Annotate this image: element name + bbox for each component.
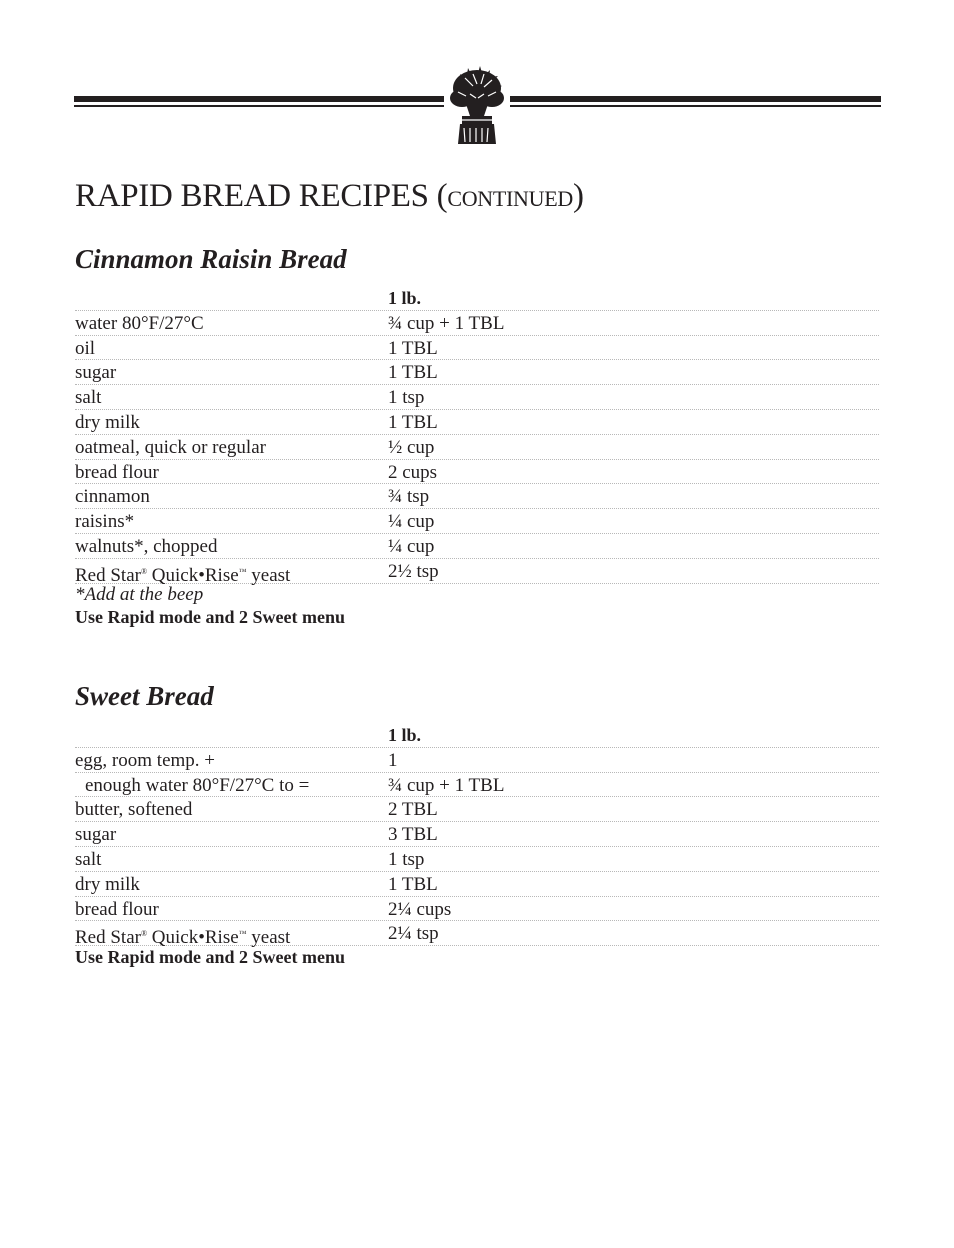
ingredient-row	[75, 748, 879, 773]
page-title-continued: CONTINUED	[447, 186, 573, 211]
ingredient-amount: ¾ cup + 1 TBL	[388, 774, 505, 796]
ingredient-row	[75, 797, 879, 822]
trademark-mark: ™	[238, 929, 247, 939]
ingredient-amount: 2¼ cups	[388, 898, 452, 920]
ingredient-row	[75, 360, 879, 385]
recipe-title: Sweet Bread	[75, 681, 214, 711]
ingredient-amount: 2 TBL	[388, 799, 438, 821]
ingredient-amount: 2½ tsp	[388, 560, 439, 582]
ingredient-row	[75, 336, 879, 361]
ingredient-row	[75, 484, 879, 509]
ingredient-amount: 3 TBL	[388, 824, 438, 846]
ingredient-name: sugar	[75, 824, 117, 846]
ingredient-row	[75, 872, 879, 897]
ingredient-name: raisins*	[75, 511, 135, 533]
recipe-note: *Add at the beep	[75, 583, 204, 605]
ingredient-amount: 1 TBL	[388, 362, 438, 384]
ingredient-name: sugar	[75, 362, 117, 384]
ingredient-row	[75, 847, 879, 872]
ingredient-amount: 2¼ tsp	[388, 923, 439, 945]
recipe-sweet-bread	[75, 680, 879, 968]
header-rule-right	[510, 96, 881, 108]
size-header: 1 lb.	[75, 723, 879, 748]
yeast-product: Quick•Rise	[147, 564, 239, 586]
page-title-main: RAPID BREAD RECIPES (	[75, 178, 448, 214]
ingredient-name: walnuts*, chopped	[75, 535, 218, 557]
yeast-product: Quick•Rise	[147, 927, 239, 949]
wheat-sheaf-icon	[440, 64, 514, 146]
ingredient-name: salt	[75, 848, 102, 870]
ingredient-amount: 1 TBL	[388, 873, 438, 895]
ingredient-name	[75, 921, 388, 949]
size-header: 1 lb.	[75, 286, 879, 311]
ingredient-name: salt	[75, 387, 102, 409]
ingredient-name: water 80°F/27°C	[75, 312, 204, 334]
ingredient-name: oil	[75, 337, 96, 359]
ingredient-row	[75, 311, 879, 336]
yeast-word: yeast	[246, 927, 291, 949]
ingredient-amount: ½ cup	[388, 436, 435, 458]
recipe-instruction: Use Rapid mode and 2 Sweet menu	[75, 947, 346, 968]
ingredient-row	[75, 534, 879, 559]
ingredient-amount: ¾ tsp	[388, 486, 430, 508]
ingredient-row	[75, 773, 879, 798]
yeast-word: yeast	[246, 564, 291, 586]
ingredient-amount: 1 TBL	[388, 411, 438, 433]
ingredient-amount: 1 tsp	[388, 848, 425, 870]
ingredient-name: dry milk	[75, 411, 140, 433]
ingredient-amount: 1 tsp	[388, 387, 425, 409]
header-rule-left	[74, 96, 444, 108]
registered-mark: ®	[140, 929, 148, 939]
ingredient-row	[75, 435, 879, 460]
ingredient-row	[75, 897, 879, 922]
ingredient-row	[75, 822, 879, 847]
ingredient-row-yeast	[75, 921, 879, 949]
ingredient-amount: 2 cups	[388, 461, 438, 483]
ingredient-name	[75, 559, 388, 586]
ingredient-name: butter, softened	[75, 799, 193, 821]
ingredient-name: enough water 80°F/27°C to =	[85, 774, 310, 796]
ingredient-row	[75, 509, 879, 534]
trademark-mark: ™	[238, 566, 247, 576]
registered-mark: ®	[140, 566, 148, 576]
ingredient-amount: ¼ cup	[388, 511, 435, 533]
page-title	[75, 178, 584, 215]
ingredient-name: cinnamon	[75, 486, 150, 508]
yeast-brand: Red Star	[75, 927, 141, 949]
ingredient-row	[75, 410, 879, 435]
recipe-instruction: Use Rapid mode and 2 Sweet menu	[75, 606, 346, 627]
ingredient-name: dry milk	[75, 873, 140, 895]
ingredient-amount: ¾ cup + 1 TBL	[388, 312, 505, 334]
ingredient-row-yeast	[75, 559, 879, 584]
ingredient-amount: 1 TBL	[388, 337, 438, 359]
ingredient-amount: ¼ cup	[388, 535, 435, 557]
ingredient-row	[75, 385, 879, 410]
ingredient-row	[75, 460, 879, 485]
recipe-title: Cinnamon Raisin Bread	[75, 244, 347, 274]
recipe-cinnamon-raisin-bread	[75, 243, 879, 628]
ingredient-name: bread flour	[75, 898, 159, 920]
page-title-close: )	[572, 178, 584, 214]
ingredient-amount: 1	[388, 749, 398, 771]
ingredient-name: bread flour	[75, 461, 159, 483]
ingredient-name: egg, room temp. +	[75, 749, 215, 771]
yeast-brand: Red Star	[75, 564, 141, 586]
ingredient-name: oatmeal, quick or regular	[75, 436, 266, 458]
